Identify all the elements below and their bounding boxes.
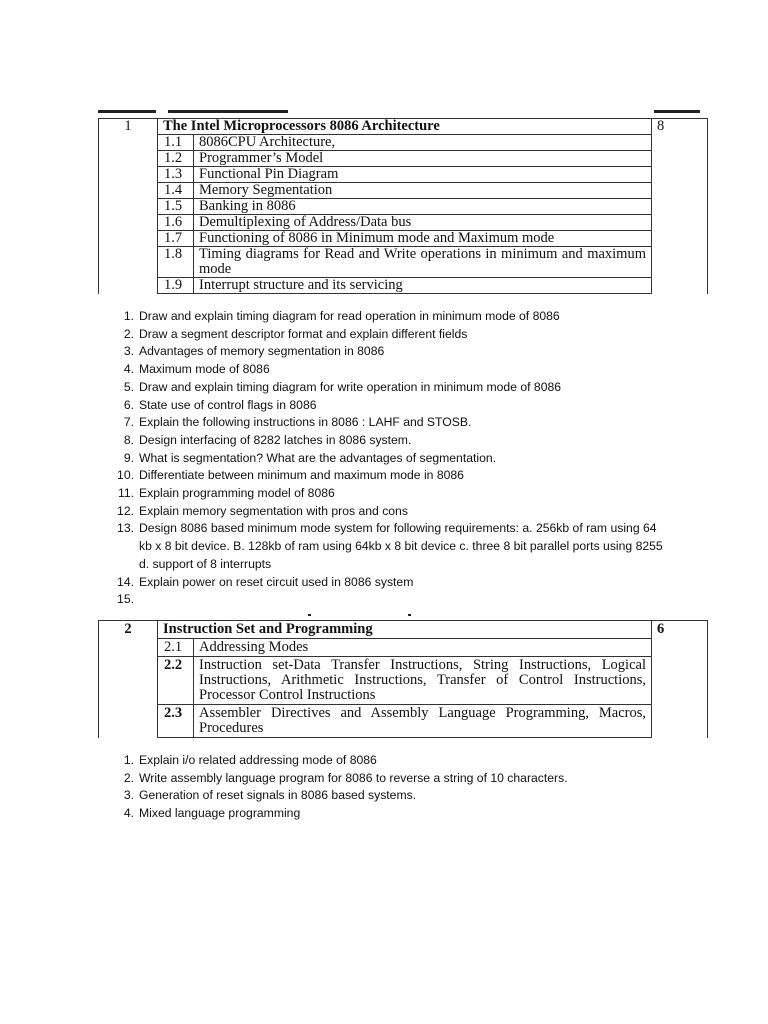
topic-number: 2.1	[158, 639, 194, 657]
module-hours: 6	[652, 621, 708, 639]
list-item: 10. Differentiate between minimum and maximum mode in 8086	[117, 468, 464, 483]
module-title: The Intel Microprocessors 8086 Architecture	[158, 119, 652, 135]
topic-text: Addressing Modes	[194, 639, 652, 657]
list-item: 3. Advantages of memory segmentation in 8086	[123, 344, 385, 359]
topic-text: Memory Segmentation	[194, 183, 652, 199]
topic-text: Programmer’s Model	[194, 151, 652, 167]
topic-text: Banking in 8086	[194, 199, 652, 215]
list-item: 4. Maximum mode of 8086	[123, 362, 270, 377]
list-item: 9. What is segmentation? What are the advantages of segmentation.	[123, 450, 497, 465]
syllabus-table-module-1	[98, 118, 708, 294]
table-row	[99, 167, 708, 183]
module-number: 1	[99, 119, 158, 135]
table-row	[99, 183, 708, 199]
topic-number: 1.5	[158, 199, 194, 215]
topic-number: 2.2	[158, 657, 194, 705]
list-item: 6. State use of control flags in 8086	[123, 397, 317, 412]
syllabus-table-module-2	[98, 620, 708, 738]
table-row	[99, 151, 708, 167]
table-row	[99, 639, 708, 657]
cropped-table-header	[98, 110, 708, 116]
table-row	[99, 135, 708, 151]
list-item: 5. Draw and explain timing diagram for write operation in minimum mode of 8086	[123, 379, 562, 394]
list-item: 12. Explain memory segmentation with pros and cons	[117, 503, 408, 518]
topic-number: 1.9	[158, 278, 194, 294]
topic-number: 1.2	[158, 151, 194, 167]
topic-text: Instruction set-Data Transfer Instructions, String Instructions, Logical Instructions, Arithmetic Instructions, Transfer of Control Instructions, Processor Control Instructions	[194, 657, 652, 705]
table-row	[99, 621, 708, 639]
table-row	[99, 199, 708, 215]
table-row	[99, 215, 708, 231]
question-list-module-2	[110, 752, 670, 823]
list-item: 8. Design interfacing of 8282 latches in 8086 system.	[123, 432, 412, 447]
topic-text: Demultiplexing of Address/Data bus	[194, 215, 652, 231]
topic-number: 1.4	[158, 183, 194, 199]
list-item: 1. Explain i/o related addressing mode of 8086	[123, 753, 377, 767]
topic-number: 1.8	[158, 247, 194, 278]
table-row	[99, 657, 708, 705]
cropped-table-header	[98, 614, 708, 617]
topic-text: Functioning of 8086 in Minimum mode and Maximum mode	[194, 231, 652, 247]
list-item: 3. Generation of reset signals in 8086 based systems.	[123, 788, 417, 803]
topic-text: Assembler Directives and Assembly Language Programming, Macros, Procedures	[194, 705, 652, 738]
topic-text: 8086CPU Architecture,	[194, 135, 652, 151]
table-row	[99, 247, 708, 278]
table-row	[99, 231, 708, 247]
module-title: Instruction Set and Programming	[158, 621, 652, 639]
question-list-module-1	[110, 308, 670, 609]
list-item: 11. Explain programming model of 8086	[117, 486, 335, 501]
list-item: 1. Draw and explain timing diagram for read operation in minimum mode of 8086	[123, 309, 560, 323]
list-item: 4. Mixed language programming	[123, 806, 301, 821]
list-item: 14. Explain power on reset circuit used in 8086 system	[117, 574, 414, 589]
list-item: 2. Write assembly language program for 8086 to reverse a string of 10 characters.	[123, 770, 568, 785]
topic-number: 1.7	[158, 231, 194, 247]
topic-text: Timing diagrams for Read and Write operations in minimum and maximum mode	[194, 247, 652, 278]
topic-number: 2.3	[158, 705, 194, 738]
list-item: 13. Design 8086 based minimum mode system for following requirements: a. 256kb of ram using 64 kb x 8 bit device. B. 128kb of ram using 64kb x 8 bit device c. three 8 bit parallel ports using 8255 d. support of 8 interrupts	[117, 521, 663, 571]
topic-text: Functional Pin Diagram	[194, 167, 652, 183]
list-item: 15.	[117, 592, 134, 607]
topic-number: 1.1	[158, 135, 194, 151]
table-row	[99, 119, 708, 135]
topic-number: 1.6	[158, 215, 194, 231]
list-item: 7. Explain the following instructions in 8086 : LAHF and STOSB.	[123, 415, 472, 430]
table-row	[99, 705, 708, 738]
module-hours: 8	[652, 119, 708, 135]
table-row	[99, 278, 708, 294]
topic-text: Interrupt structure and its servicing	[194, 278, 652, 294]
topic-number: 1.3	[158, 167, 194, 183]
module-number: 2	[99, 621, 158, 639]
list-item: 2. Draw a segment descriptor format and explain different fields	[123, 326, 468, 341]
